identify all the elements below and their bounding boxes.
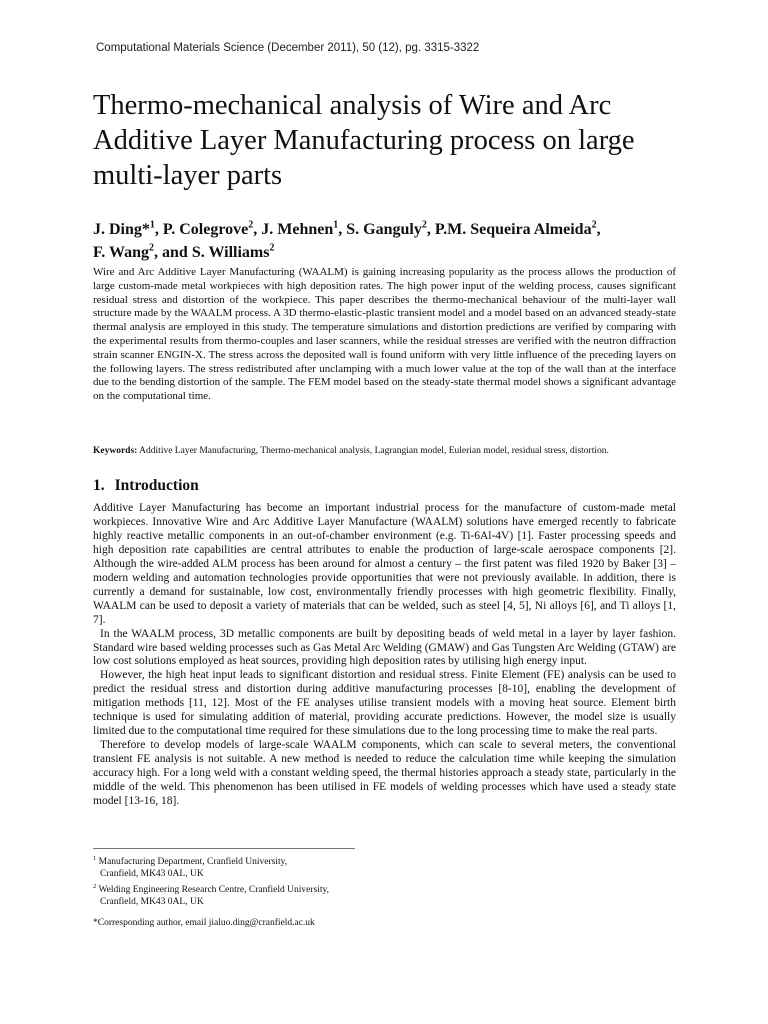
abstract: Wire and Arc Additive Layer Manufacturing (WAALM) is gaining increasing popularity as the process allows the production of large custom-made metal workpieces with high deposition rates. The high power input of the welding process, causes significant residual stress and distortion of the workpiece. This paper describes the thermo-mechanical behaviour of the multi-layer wall structure made by the WAALM process. A 3D thermo-elastic-plastic transient model and a model based on an advanced steady-state thermal analysis are employed in this study. The temperature simulations and distortion predictions are verified by comparing with the experimental results from thermo-couples and laser scanners, while the residual stresses are verified with the neutron diffraction strain scanner ENGIN-X. The stress across the deposited wall is found uniform with very little influence of the preceding layers on the following layers. The stress redistributed after unclamping with a much lower value at the top of the wall than at the interface due to the bending distortion of the sample. The FEM model based on the steady-state thermal model shows a significant advantage on the computational time. (93, 266, 676, 403)
author-name: S. Ganguly (346, 221, 422, 238)
author-name: J. Ding* (93, 221, 150, 238)
paragraph: In the WAALM process, 3D metallic components are built by depositing beads of weld metal in a layer by layer fashion. Standard wire based welding processes such as Gas Metal Arc Welding (GMAW) and Gas Tungsten Arc Welding (GTAW) are low cost solutions employed as heat sources, providing high deposition rates by utilising high energy input. (93, 627, 676, 668)
introduction-body (93, 502, 676, 809)
paper-title: Thermo-mechanical analysis of Wire and Arc Additive Layer Manufacturing process on large multi-layer parts (93, 90, 635, 191)
author-separator: , (338, 221, 347, 238)
author-name: P. Colegrove (162, 221, 249, 238)
author-affiliation-mark: 2 (591, 219, 597, 231)
footnote-mark: 1 (93, 855, 97, 862)
author-affiliation-mark: 2 (248, 219, 254, 231)
footnote-mark: 2 (93, 882, 97, 890)
keywords (93, 445, 683, 457)
author-affiliation-mark: 2 (421, 219, 427, 231)
author-affiliation-mark: 1 (333, 219, 339, 231)
footnote-continuation: Cranfield, MK43 0AL, UK (100, 896, 204, 907)
author-name: F. Wang (93, 244, 150, 261)
keywords-text: Additive Layer Manufacturing, Thermo-mechanical analysis, Lagrangian model, Eulerian model, residual stress, distortion. (137, 446, 609, 456)
author-name: J. Mehnen (261, 221, 334, 238)
section-number: 1. (93, 477, 105, 494)
corresponding-author[interactable]: *Corresponding author, email jialuo.ding@cranfield.ac.uk (93, 918, 315, 929)
author-separator: , (154, 221, 163, 238)
footnote-text: Manufacturing Department, Cranfield University, (98, 857, 288, 868)
section-title: Introduction (114, 477, 199, 494)
author-list (93, 218, 713, 264)
author-separator: , (426, 221, 435, 238)
section-heading (93, 477, 199, 495)
footnotes (93, 853, 493, 929)
footnote (93, 881, 493, 896)
author-separator: , (596, 221, 601, 238)
author-affiliation-mark: 2 (269, 242, 275, 254)
author-separator: , (253, 221, 262, 238)
author-affiliation-mark: 1 (149, 219, 155, 231)
footnote-divider (93, 848, 355, 849)
paragraph: Therefore to develop models of large-scale WAALM components, which can scale to several meters, the conventional transient FE analysis is not suitable. A new method is needed to reduce the calculation time while keeping the simulation accuracy high. For a long weld with a constant welding speed, the thermal histories approach a steady state, particularly in the middle of the weld. This phenomenon has been utilised in FE models of welding processes which have used a steady state model [13-16, 18]. (93, 739, 676, 808)
keywords-label: Keywords: (93, 446, 138, 456)
journal-reference: Computational Materials Science (December 2011), 50 (12), pg. 3315-3322 (96, 42, 480, 54)
author-separator: , and (154, 244, 192, 261)
footnote-text: Welding Engineering Research Centre, Cranfield University, (98, 884, 329, 895)
author-affiliation-mark: 2 (149, 242, 155, 254)
author-name: S. Williams (191, 244, 270, 261)
paragraph: However, the high heat input leads to significant distortion and residual stress. Finite Element (FE) analysis can be used to predict the residual stress and distortion during additive manufacturing processes [8-10], enabling the development of mitigation methods [11, 12]. Most of the FE analyses utilise transient models with a moving heat source. Element birth technique is used for simulating addition of material, providing accurate predictions. However, the model size is usually limited due to the computational time required for these simulations due to the long processing time to make the real parts. (93, 669, 676, 738)
author-name: P.M. Sequeira Almeida (434, 221, 592, 238)
footnote-continuation: Cranfield, MK43 0AL, UK (100, 869, 204, 880)
footnote (93, 853, 493, 868)
paragraph: Additive Layer Manufacturing has become an important industrial process for the manufacture of custom-made metal workpieces. Innovative Wire and Arc Additive Layer Manufacture (WAALM) solutions have emerged recently to fabricate highly reactive metallic components in an out-of-chamber environment (e.g. Ti-6Al-4V) [1]. Faster processing speeds and high deposition rate capabilities are central attributes to enable the production of large-scale aerospace components [2]. Although the wire-added ALM process has been around for almost a century – the first patent was filed 1920 by Baker [3] – modern welding and automation technologies provide opportunities that were not previously available. In addition, there is currently a demand for sustainable, low cost, environmentally friendly processes with high geometric flexibility. Finally, WAALM can be used to deposit a variety of materials that can be welded, such as steel [4, 5], Ni alloys [6], and Ti alloys [1, 7]. (93, 502, 676, 626)
